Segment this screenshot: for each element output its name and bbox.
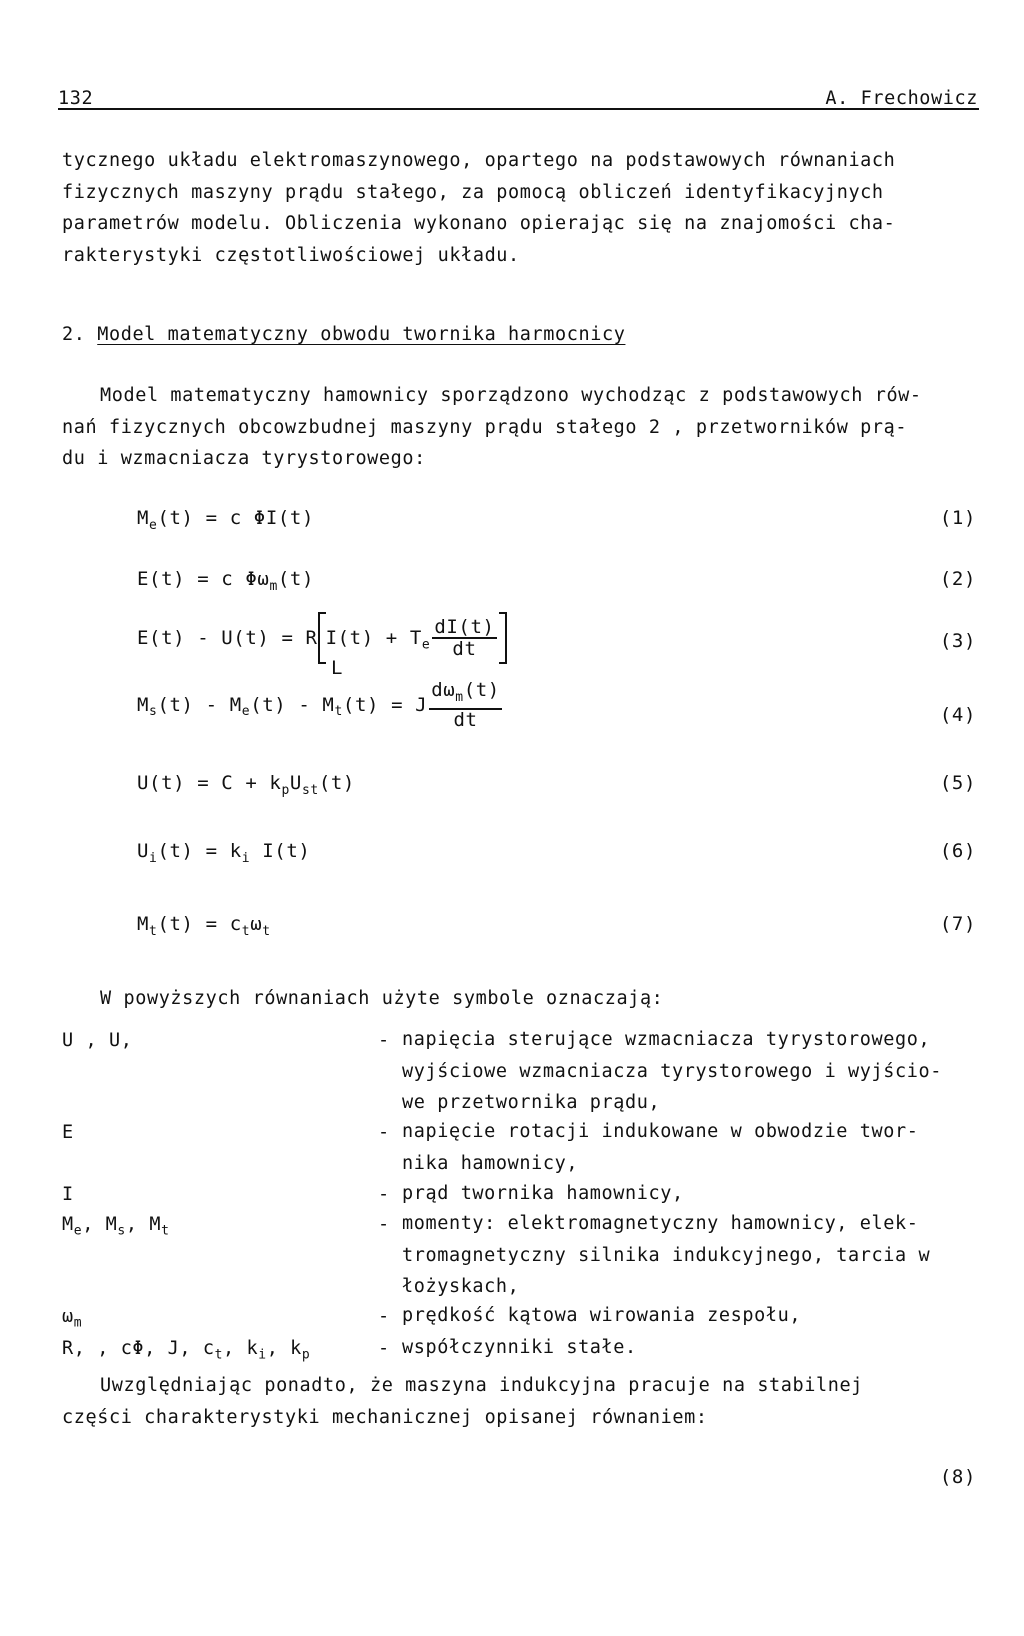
equation-3 xyxy=(137,612,507,664)
eq-sub: e xyxy=(241,704,251,720)
text-line: du i wzmacniacza tyrystorowego: xyxy=(62,448,426,469)
eq-sub: p xyxy=(281,782,290,798)
intro-paragraph xyxy=(62,145,982,271)
text-line: Model matematyczny hamownicy sporządzono wychodząc z podstawowych rów- xyxy=(100,385,922,406)
symbol-dash: - xyxy=(378,1214,390,1235)
text-line: tycznego układu elektromaszynowego, opartego na podstawowych równaniach xyxy=(62,150,896,171)
eq-text: (t) = k xyxy=(157,840,242,862)
equation-8-number: (8) xyxy=(939,1466,976,1488)
fraction xyxy=(432,617,496,659)
text-line: nań fizycznych obcowzbudnej maszyny prądu stałego 2 , przetworników prą- xyxy=(62,416,908,438)
text-line: części charakterystyki mechanicznej opisanej równaniem: xyxy=(62,1406,708,1428)
symbol-r-description xyxy=(402,1332,987,1364)
symbol-e: E xyxy=(62,1122,74,1143)
text-line: parametrów modelu. Obliczenia wykonano opierając się na znajomości cha- xyxy=(62,213,896,234)
eq-text: (t) - M xyxy=(157,693,242,716)
equation-6-number: (6) xyxy=(939,840,976,862)
symbol-i: I xyxy=(62,1184,74,1205)
eq-text: , M xyxy=(82,1214,118,1235)
symbol-u: U , U, xyxy=(62,1030,133,1051)
symbol-omega xyxy=(62,1306,82,1331)
equation-7 xyxy=(137,913,271,939)
symbol-m-description xyxy=(402,1208,987,1303)
eq-sub: t xyxy=(241,923,251,939)
text-line: tromagnetyczny silnika indukcyjnego, tarcia w xyxy=(402,1244,931,1266)
symbol-dash: - xyxy=(378,1030,390,1051)
eq-sub: e xyxy=(73,1223,83,1239)
text-line: nika hamownicy, xyxy=(402,1152,579,1174)
eq-text: M xyxy=(137,913,150,935)
right-bracket xyxy=(499,612,507,664)
eq-text: (t) xyxy=(277,568,314,590)
eq-text: , k xyxy=(223,1338,259,1359)
text-line: Uwzględniając ponadto, że maszyna indukcyjna pracuje na stabilnej xyxy=(100,1375,863,1396)
equation-6 xyxy=(137,840,310,866)
eq-text: ω xyxy=(250,913,263,935)
eq-sub: i xyxy=(258,1347,267,1363)
eq-text: U xyxy=(289,772,302,794)
eq-text: U xyxy=(137,840,150,862)
eq-sub: t xyxy=(262,923,271,939)
symbol-omega-description xyxy=(402,1300,987,1332)
section-heading xyxy=(62,324,625,345)
text-line: prąd twornika hamownicy, xyxy=(402,1183,684,1204)
eq-text: dω xyxy=(431,679,456,701)
equation-1 xyxy=(137,507,314,533)
closing-paragraph xyxy=(62,1370,982,1433)
text-line: wyjściowe wzmacniacza tyrystorowego i wyjścio- xyxy=(402,1060,942,1082)
eq-text: (t) xyxy=(463,679,500,701)
equation-3-below: L xyxy=(331,657,344,679)
symbol-dash: - xyxy=(378,1338,390,1359)
eq-text: M xyxy=(137,693,150,716)
symbol-i-description xyxy=(402,1178,987,1210)
text-line: momenty: elektromagnetyczny hamownicy, elek- xyxy=(402,1213,919,1234)
equation-2 xyxy=(137,568,314,594)
text-line: prędkość kątowa wirowania zespołu, xyxy=(402,1305,802,1326)
equation-2-number: (2) xyxy=(939,568,976,590)
symbol-dash: - xyxy=(378,1184,390,1205)
section-title: Model matematyczny obwodu twornika harmocnicy xyxy=(97,324,626,345)
symbol-m xyxy=(62,1214,170,1239)
fraction-numerator xyxy=(429,680,502,708)
eq-text: (t) = J xyxy=(342,693,428,716)
text-line: łożyskach, xyxy=(402,1276,520,1297)
eq-sub: i xyxy=(241,850,251,866)
eq-sub: t xyxy=(149,923,158,939)
eq-sub: t xyxy=(214,1347,224,1363)
symbols-intro: W powyższych równaniach użyte symbole oznaczają: xyxy=(100,988,664,1009)
eq-sub: st xyxy=(301,782,319,798)
text-line: napięcie rotacji indukowane w obwodzie twor- xyxy=(402,1121,919,1142)
eq-text: , k xyxy=(266,1338,302,1359)
eq-text: (t) = c ΦI(t) xyxy=(157,507,314,529)
symbol-e-description xyxy=(402,1116,987,1179)
eq-text: ω xyxy=(62,1306,74,1327)
running-header-author: A. Frechowicz xyxy=(825,88,978,109)
equation-1-number: (1) xyxy=(939,507,976,529)
eq-sub: p xyxy=(301,1347,311,1363)
text-line: rakterystyki częstotliwościowej układu. xyxy=(62,244,520,266)
eq-sub: m xyxy=(269,578,278,594)
equation-5-number: (5) xyxy=(939,772,976,794)
eq-text: (t) = c xyxy=(157,913,242,935)
eq-sub: m xyxy=(455,689,464,705)
eq-sub: s xyxy=(149,704,158,720)
eq-sub: s xyxy=(117,1223,126,1239)
eq-sub: t xyxy=(334,704,343,720)
eq-sub: i xyxy=(149,850,158,866)
eq-sub: e xyxy=(421,637,431,653)
text-line: napięcia sterujące wzmacniacza tyrystorowego, xyxy=(402,1029,931,1050)
eq-text: E(t) - U(t) = R xyxy=(137,627,318,649)
eq-text: I(t) + T xyxy=(325,627,422,649)
equation-4 xyxy=(137,680,504,730)
eq-text: (t) xyxy=(318,772,355,794)
eq-text: (t) - M xyxy=(250,693,335,716)
eq-text: U(t) = C + k xyxy=(137,772,282,794)
section-paragraph xyxy=(62,380,982,475)
eq-text: M xyxy=(137,507,150,529)
header-rule xyxy=(58,108,979,110)
equation-4-number: (4) xyxy=(939,704,976,726)
symbol-dash: - xyxy=(378,1122,390,1143)
eq-text: E(t) = c Φω xyxy=(137,568,270,590)
text-line: współczynniki stałe. xyxy=(402,1337,637,1358)
symbol-r xyxy=(62,1338,310,1363)
symbol-dash: - xyxy=(378,1306,390,1327)
section-number: 2. xyxy=(62,324,86,345)
eq-text: M xyxy=(62,1214,74,1235)
text-line: we przetwornika prądu, xyxy=(402,1092,661,1113)
page-number: 132 xyxy=(58,88,94,109)
text-line: fizycznych maszyny prądu stałego, za pomocą obliczeń identyfikacyjnych xyxy=(62,181,884,203)
eq-sub: e xyxy=(149,517,158,533)
eq-sub: t xyxy=(161,1223,170,1239)
equation-5 xyxy=(137,772,355,798)
equation-3-number: (3) xyxy=(939,630,976,652)
eq-sub: m xyxy=(73,1315,83,1331)
eq-text: I(t) xyxy=(250,840,311,862)
fraction-numerator: dI(t) xyxy=(434,616,495,638)
eq-text: R, , cΦ, J, c xyxy=(62,1338,215,1359)
fraction-denominator: dt xyxy=(432,637,496,659)
fraction xyxy=(429,680,502,730)
fraction-denominator: dt xyxy=(429,708,502,730)
symbol-u-description xyxy=(402,1024,987,1119)
left-bracket xyxy=(318,612,326,664)
equation-7-number: (7) xyxy=(939,913,976,935)
eq-text: , M xyxy=(125,1214,162,1235)
